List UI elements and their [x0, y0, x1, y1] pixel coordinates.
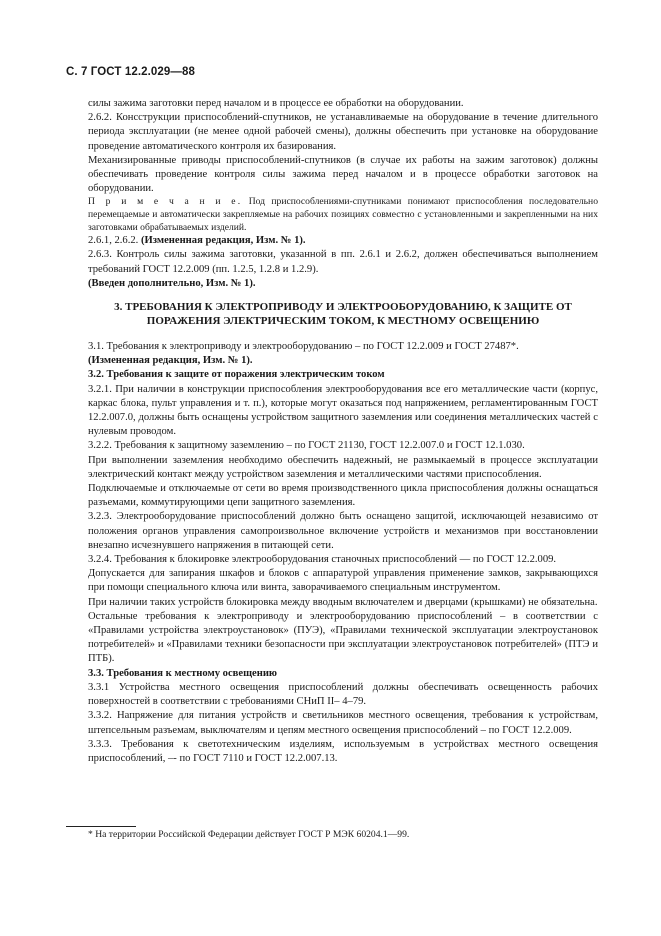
- footnote: * На территории Российской Федерации действует ГОСТ Р МЭК 60204.1—99.: [88, 829, 410, 840]
- footnote-divider: [66, 826, 136, 827]
- paragraph: При наличии таких устройств блокировка между вводным включателем и дверцами (крышками) не обязательна.: [88, 596, 598, 608]
- paragraph: 3.2.1. При наличии в конструкции приспособления электрооборудования все его металлические части (корпус, каркас блока, пульт управления и т. п.), которые могут оказаться под напряжением, регламентированным ГОСТ 12.2.007.0, должны быть оснащены устройством защитного заземления или соединения металлических частей с нулевым проводом.: [88, 383, 598, 438]
- paragraph: 3.2.4. Требования к блокировке электрооборудования станочных приспособлений — по ГОСТ 12.2.009.: [88, 554, 557, 566]
- paragraph: Подключаемые и отключаемые от сети во время производственного цикла приспособления должны оснащаться разъемами, коммутирующими цепи защитного заземления.: [88, 483, 598, 509]
- subsection-title: 3.2. Требования к защите от поражения электрическим током: [88, 369, 385, 381]
- paragraph: силы зажима заготовки перед началом и в процессе ее обработки на оборудовании.: [88, 98, 464, 109]
- paragraph: 3.3.3. Требования к светотехническим изделиям, используемым в устройствах местного освещения приспособлений, –- по ГОСТ 7110 и ГОСТ 12.2.007.13.: [88, 738, 598, 764]
- section-title: 3. ТРЕБОВАНИЯ К ЭЛЕКТРОПРИВОДУ И ЭЛЕКТРООБОРУДОВАНИЮ, К ЗАЩИТЕ ОТ ПОРАЖЕНИЯ ЭЛЕКТРИЧЕСКИМ ТОКОМ, К МЕСТНОМУ ОСВЕЩЕНИЮ: [114, 301, 572, 327]
- paragraph: 3.3.2. Напряжение для питания устройств и светильников местного освещения, требования к устройствам, штепсельным разъемам, выключателям и цепям местного освещения приспособлений – по ГОСТ 12.2.009.: [88, 710, 598, 736]
- amendment-note: (Измененная редакция, Изм. № 1).: [88, 355, 253, 367]
- note: [88, 196, 598, 234]
- amendment-note: (Измененная редакция, Изм. № 1).: [140, 235, 306, 247]
- paragraph: 3.2.2. Требования к защитному заземлению – по ГОСТ 21130, ГОСТ 12.2.007.0 и ГОСТ 12.1.030.: [88, 440, 525, 452]
- note-text: Под приспособлениями-спутниками понимают приспособления последовательно перемещаемые и автоматически закрепляемые на рабочих позициях совместно с установленными и закрепленными на них заготовками обрабатываемых изделий.: [88, 196, 598, 233]
- paragraph: 3.3.1 Устройства местного освещения приспособлений должны обеспечивать освещенность рабочих поверхностей в соответствии с требованиями СНиП II– 4–79.: [88, 681, 598, 708]
- paragraph: 2.6.2. Консструкции приспособлений-спутников, не устанавливаемые на оборудование в течение длительного периода эксплуатации (не менее одной рабочей смены), должны обеспечить при установке на оборудование проведение автоматического контроля их базирования.: [88, 112, 598, 152]
- note-label: П р и м е ч а н и е.: [88, 196, 243, 208]
- paragraph: Механизированные приводы приспособлений-спутников (в случае их работы на зажим заготовок) должны обеспечивать проведение контроля силы зажима перед началом и в процессе обработки заготовок на оборудовании.: [88, 154, 598, 195]
- amendment-note: (Введен дополнительно, Изм. № 1).: [88, 277, 256, 289]
- amendment-ref: 2.6.1, 2.6.2.: [88, 235, 139, 247]
- paragraph: Допускается для запирания шкафов и блоков с аппаратурой управления применение замков, закрывающихся при помощи специального ключа или винта, заворачиваемого специальным инструментом.: [88, 568, 598, 594]
- subsection-title: 3.3. Требования к местному освещению: [88, 667, 278, 679]
- paragraph: 3.2.3. Электрооборудование приспособлений должно быть оснащено защитой, исключающей независимо от положения органов управления самопроизвольное включение устройств и механизмов при восстановлении внезапно исчезнувшего напряжения в питающей сети.: [88, 511, 598, 551]
- paragraph: 3.1. Требования к электроприводу и электрооборудованию – по ГОСТ 12.2.009 и ГОСТ 27487*.: [88, 341, 519, 353]
- paragraph: 2.6.3. Контроль силы зажима заготовки, указанной в пп. 2.6.1 и 2.6.2, должен обеспечиваться выполнением требований ГОСТ 12.2.009 (пп. 1.2.5, 1.2.8 и 1.2.9).: [88, 249, 598, 275]
- page-header: С. 7 ГОСТ 12.2.029—88: [66, 66, 195, 78]
- amendment-line: [88, 234, 598, 248]
- document-body: [88, 97, 598, 766]
- paragraph: Остальные требования к электроприводу и электрооборудованию приспособлений – в соответствии с «Правилами устройства электроустановок» (ПУЭ), «Правилами технической эксплуатации электроустановок потребителей» и «Правилами техники безопасности при эксплуатации электроустановок потребителей» (ПТЭ и ПТБ).: [88, 610, 598, 665]
- paragraph: При выполнении заземления необходимо обеспечить надежный, не размыкаемый в процессе эксплуатации электрический контакт между устройством заземления и металлическими частями приспособления.: [88, 454, 598, 480]
